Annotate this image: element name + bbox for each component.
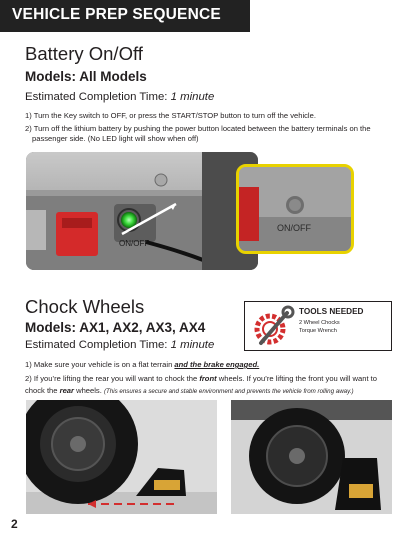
chock-step-2-line-2: chock the rear wheels. (This ensures a secure and stable environment and prevents the vehicle from rolling away.)	[25, 386, 354, 395]
chock-section-title: Chock Wheels	[25, 296, 145, 317]
battery-estimated-time: Estimated Completion Time: 1 minute	[25, 91, 215, 103]
battery-step-2-line-2: passenger side. (No LED light will show when off)	[32, 134, 199, 143]
tools-needed-title: TOOLS NEEDED	[299, 307, 364, 316]
chock-estimated-time: Estimated Completion Time: 1 minute	[25, 339, 215, 351]
chock-step-2-line-1: 2) If you’re lifting the rear you will want to chock the front wheels. If you’re lifting the front you will want to	[25, 374, 378, 383]
battery-models: Models: All Models	[25, 69, 147, 84]
battery-step-1: 1) Turn the Key switch to OFF, or press the START/STOP button to turn off the vehicle.	[25, 111, 316, 120]
tool-item-torque-wrench: Torque Wrench	[299, 328, 337, 334]
battery-section-title: Battery On/Off	[25, 43, 143, 64]
battery-switch-photo	[26, 152, 258, 270]
tools-needed-box	[244, 301, 392, 351]
chock-step-1: 1) Make sure your vehicle is on a flat terrain and the brake engaged.	[25, 360, 260, 369]
page-number: 2	[11, 517, 18, 531]
wheel-chock-front-photo	[231, 400, 392, 514]
section-header-bar	[0, 0, 250, 32]
tool-item-wheel-chocks: 2 Wheel Chocks	[299, 320, 340, 326]
zoom-onoff-label: ON/OFF	[277, 223, 311, 233]
photo-onoff-label: ON/OFF	[119, 239, 150, 248]
wheel-chock-side-photo	[26, 400, 217, 514]
chock-models: Models: AX1, AX2, AX3, AX4	[25, 320, 206, 335]
battery-switch-zoom-inset	[236, 164, 354, 254]
battery-step-2-line-1: 2) Turn off the lithium battery by pushing the power button located between the battery terminals on the	[25, 124, 371, 133]
wrench-gear-icon	[253, 305, 295, 347]
header-title: VEHICLE PREP SEQUENCE	[12, 6, 221, 23]
